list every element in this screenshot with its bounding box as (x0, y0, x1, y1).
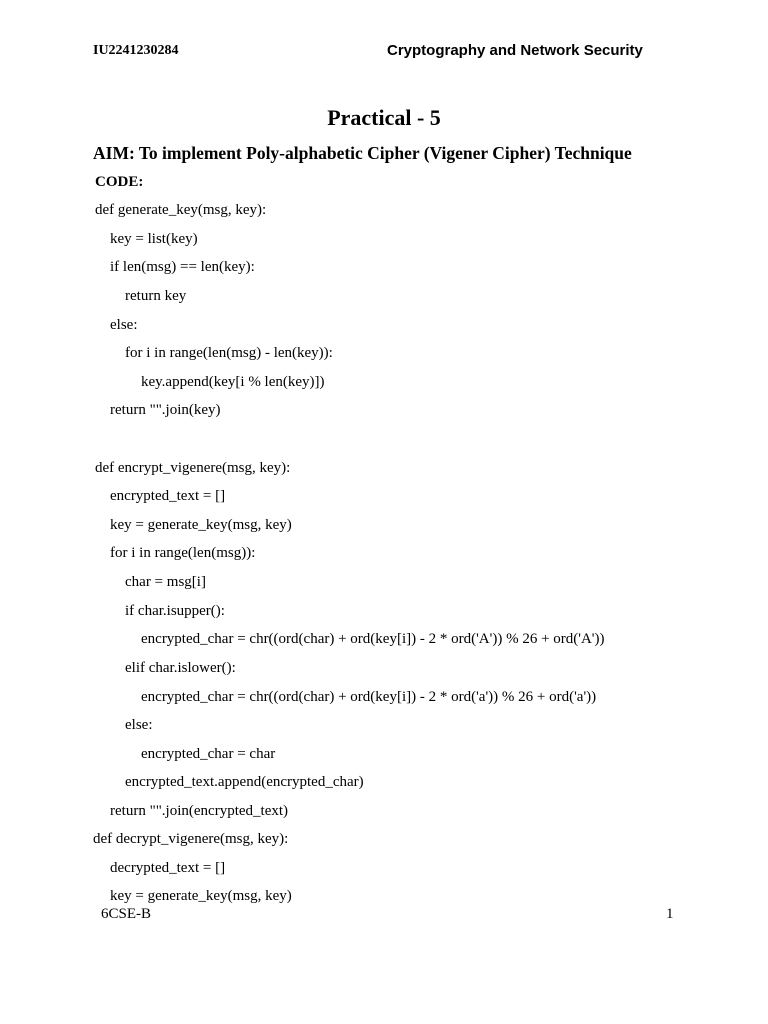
subject-title: Cryptography and Network Security (387, 42, 643, 59)
class-section: 6CSE-B (101, 906, 152, 922)
code-line: for i in range(len(msg) - len(key)): (125, 345, 333, 361)
code-line: for i in range(len(msg)): (110, 545, 256, 561)
code-line: if char.isupper(): (125, 603, 225, 619)
code-line: encrypted_char = chr((ord(char) + ord(key[i]) - 2 * ord('A')) % 26 + ord('A')) (141, 631, 605, 647)
code-line: encrypted_char = chr((ord(char) + ord(key[i]) - 2 * ord('a')) % 26 + ord('a')) (141, 689, 597, 705)
code-line: elif char.islower(): (125, 660, 236, 676)
code-line: if len(msg) == len(key): (110, 259, 255, 275)
page-number: 1 (666, 906, 674, 922)
code-line: def generate_key(msg, key): (95, 202, 267, 218)
code-line: return "".join(encrypted_text) (110, 803, 289, 819)
page-title: Practical - 5 (327, 105, 441, 130)
aim-statement: AIM: To implement Poly-alphabetic Cipher (Vigener Cipher) Technique (93, 143, 632, 163)
code-line: return key (125, 288, 187, 304)
code-line: key = generate_key(msg, key) (110, 517, 292, 533)
code-line: else: (110, 317, 138, 333)
code-line: key = generate_key(msg, key) (110, 888, 292, 904)
code-line: decrypted_text = [] (110, 860, 226, 876)
code-line: char = msg[i] (125, 574, 206, 590)
code-line: def encrypt_vigenere(msg, key): (95, 460, 291, 476)
code-line: else: (125, 717, 153, 733)
code-line: encrypted_text.append(encrypted_char) (125, 774, 364, 790)
roll-number: IU2241230284 (93, 43, 179, 58)
code-label: CODE: (95, 174, 144, 190)
code-line: encrypted_char = char (141, 746, 276, 762)
code-line: encrypted_text = [] (110, 488, 226, 504)
code-line: def decrypt_vigenere(msg, key): (93, 831, 289, 847)
code-line: return "".join(key) (110, 402, 221, 418)
code-line: key.append(key[i % len(key)]) (141, 374, 325, 390)
code-line: key = list(key) (110, 231, 198, 247)
